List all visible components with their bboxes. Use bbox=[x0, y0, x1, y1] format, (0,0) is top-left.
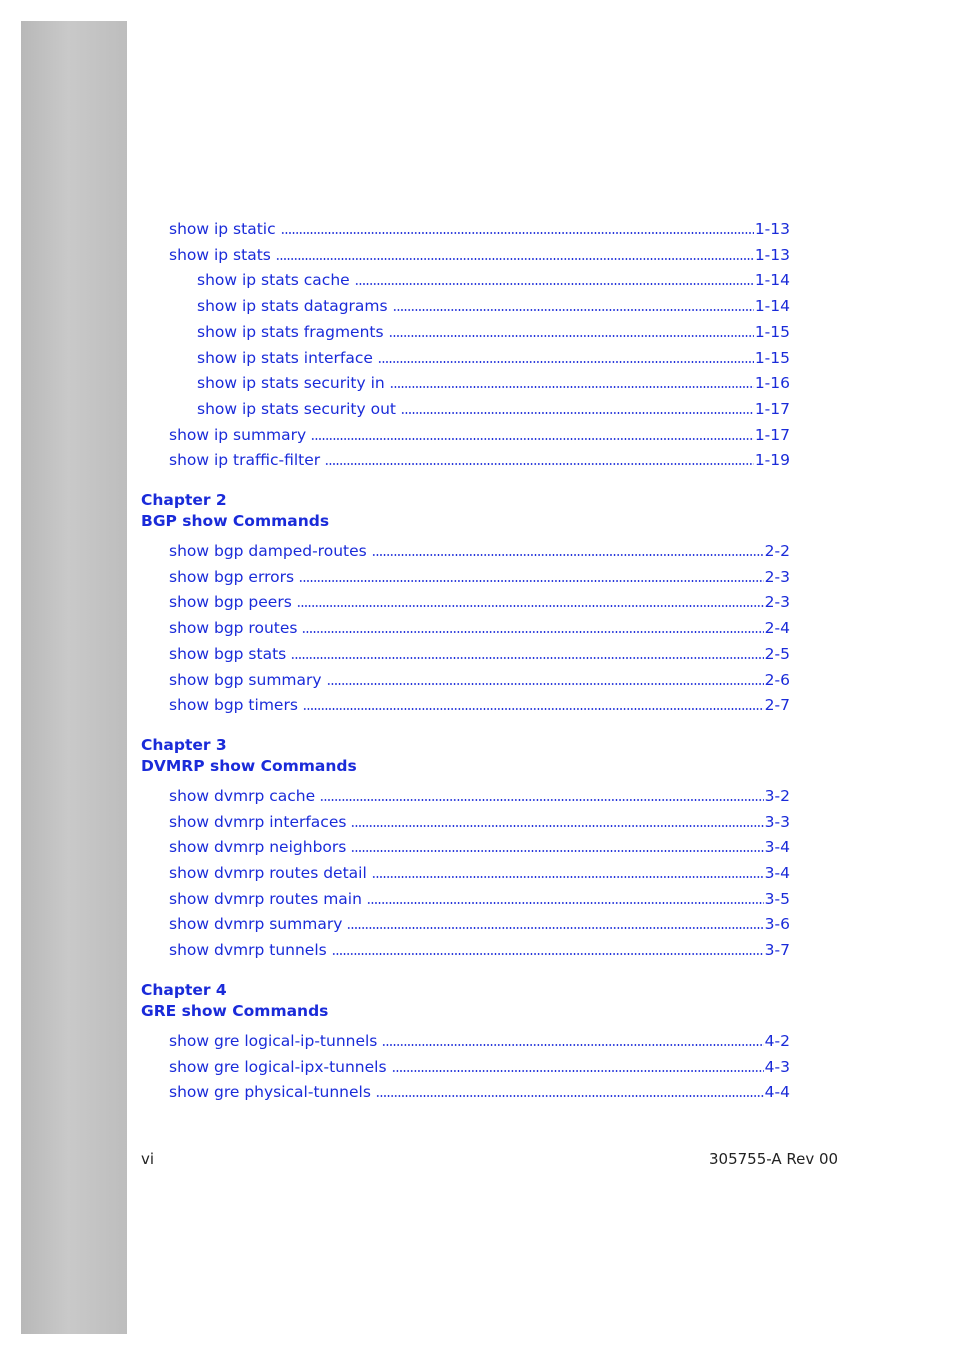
chapter-number[interactable]: Chapter 2 bbox=[141, 491, 227, 509]
toc-entry[interactable] bbox=[169, 591, 790, 613]
toc-entry-page: 1-14 bbox=[754, 297, 790, 316]
toc-entry[interactable] bbox=[169, 862, 790, 884]
footer-document-id: 305755-A Rev 00 bbox=[709, 1150, 839, 1168]
toc-entry[interactable] bbox=[169, 836, 790, 858]
toc-entry-page: 4-3 bbox=[764, 1057, 790, 1076]
toc-entry[interactable] bbox=[169, 811, 790, 833]
toc-entry-page: 2-4 bbox=[764, 619, 790, 638]
toc-entry-page: 1-16 bbox=[754, 374, 790, 393]
toc-entry-label: show ip stats interface bbox=[197, 348, 373, 367]
toc-entry[interactable] bbox=[197, 321, 790, 343]
toc-entry[interactable] bbox=[169, 566, 790, 588]
toc-entry-label: show bgp stats bbox=[169, 644, 287, 663]
dot-leader bbox=[367, 902, 764, 904]
dot-leader bbox=[347, 927, 763, 929]
toc-entry[interactable] bbox=[169, 449, 790, 471]
toc-entry-page: 2-3 bbox=[764, 567, 790, 586]
toc-entry-page: 1-17 bbox=[754, 399, 790, 418]
dot-leader bbox=[303, 708, 764, 710]
toc-entry-label: show bgp errors bbox=[169, 567, 295, 586]
toc-entry-label: show dvmrp cache bbox=[169, 786, 316, 805]
toc-entry-label: show ip stats security in bbox=[197, 374, 385, 393]
toc-entry-label: show ip stats fragments bbox=[197, 322, 384, 341]
dot-leader bbox=[302, 631, 763, 633]
toc-entry-page: 2-3 bbox=[764, 593, 790, 612]
toc-entry[interactable] bbox=[169, 669, 790, 691]
toc-entry-label: show bgp summary bbox=[169, 670, 322, 689]
chapter-title[interactable]: BGP show Commands bbox=[141, 512, 330, 530]
toc-entry-page: 3-7 bbox=[764, 941, 790, 960]
toc-entry-page: 1-14 bbox=[754, 271, 790, 290]
toc-entry-label: show ip stats datagrams bbox=[197, 297, 388, 316]
toc-entry-page: 2-7 bbox=[764, 696, 790, 715]
toc-entry-label: show dvmrp summary bbox=[169, 915, 343, 934]
toc-entry[interactable] bbox=[197, 372, 790, 394]
toc-entry-page: 2-5 bbox=[764, 644, 790, 663]
toc-entry[interactable] bbox=[197, 347, 790, 369]
toc-entry-label: show ip stats security out bbox=[197, 399, 396, 418]
dot-leader bbox=[299, 580, 764, 582]
toc-entry[interactable] bbox=[169, 1056, 790, 1078]
toc-entry-page: 4-4 bbox=[764, 1083, 790, 1102]
chapter-title[interactable]: DVMRP show Commands bbox=[141, 756, 357, 775]
chapter-title[interactable]: GRE show Commands bbox=[141, 1001, 329, 1020]
dot-leader bbox=[393, 309, 754, 311]
toc-entry-label: show ip static bbox=[169, 220, 276, 238]
chapter-number[interactable]: Chapter 4 bbox=[141, 980, 227, 999]
dot-leader bbox=[281, 232, 754, 234]
toc-entry-page: 1-15 bbox=[754, 348, 790, 367]
dot-leader bbox=[376, 1095, 764, 1097]
toc-entry-label: show dvmrp routes main bbox=[169, 889, 362, 908]
toc-entry-page: 3-5 bbox=[764, 889, 790, 908]
toc-entry-label: show ip summary bbox=[169, 425, 307, 444]
dot-leader bbox=[351, 850, 763, 852]
toc-entry[interactable] bbox=[169, 643, 790, 665]
dot-leader bbox=[320, 799, 764, 801]
toc-entry[interactable] bbox=[169, 785, 790, 807]
toc-entry[interactable] bbox=[169, 694, 790, 716]
dot-leader bbox=[372, 876, 764, 878]
toc-entry-label: show ip stats cache bbox=[197, 271, 350, 290]
chapter-number[interactable]: Chapter 3 bbox=[141, 735, 227, 754]
dot-leader bbox=[401, 412, 754, 414]
toc-entry-label: show gre logical-ipx-tunnels bbox=[169, 1057, 387, 1076]
dot-leader bbox=[297, 605, 764, 607]
toc-entry-label: show ip traffic-filter bbox=[169, 451, 321, 470]
toc-entry-page: 1-17 bbox=[754, 425, 790, 444]
toc-entry-page: 4-2 bbox=[764, 1031, 790, 1050]
toc-entry-page: 1-19 bbox=[754, 451, 790, 470]
dot-leader bbox=[351, 825, 763, 827]
toc-entry-label: show gre physical-tunnels bbox=[169, 1083, 371, 1102]
toc-entry[interactable] bbox=[197, 269, 790, 291]
dot-leader bbox=[332, 953, 764, 955]
toc-entry-page: 3-6 bbox=[764, 915, 790, 934]
toc-entry-label: show dvmrp interfaces bbox=[169, 812, 347, 831]
footer-page-number: vi bbox=[141, 1150, 155, 1168]
dot-leader bbox=[311, 438, 754, 440]
toc-entry[interactable] bbox=[169, 540, 790, 562]
dot-leader bbox=[372, 554, 764, 556]
toc-entry[interactable] bbox=[169, 218, 790, 240]
toc-entry[interactable] bbox=[169, 244, 790, 266]
toc-entry-label: show ip stats bbox=[169, 245, 271, 264]
dot-leader bbox=[378, 361, 754, 363]
dot-leader bbox=[291, 657, 763, 659]
dot-leader bbox=[355, 283, 754, 285]
dot-leader bbox=[327, 683, 764, 685]
toc-entry-label: show dvmrp neighbors bbox=[169, 838, 347, 857]
toc-entry-page: 1-13 bbox=[754, 220, 790, 238]
dot-leader bbox=[389, 335, 754, 337]
toc-entry-page: 1-15 bbox=[754, 322, 790, 341]
toc-entry-page: 3-4 bbox=[764, 864, 790, 882]
toc-entry-label: show gre logical-ip-tunnels bbox=[169, 1031, 378, 1050]
toc-entry[interactable] bbox=[169, 617, 790, 639]
dot-leader bbox=[392, 1070, 764, 1072]
dot-leader bbox=[390, 386, 754, 388]
toc-entry[interactable] bbox=[169, 913, 790, 935]
dot-leader bbox=[325, 463, 754, 465]
toc-entry[interactable] bbox=[169, 1081, 790, 1103]
toc-entry[interactable] bbox=[169, 888, 790, 910]
toc-entry-page: 2-2 bbox=[764, 542, 790, 560]
toc-entry-label: show bgp damped-routes bbox=[169, 542, 367, 560]
toc-entry-page: 3-2 bbox=[764, 786, 790, 805]
toc-entry-label: show dvmrp tunnels bbox=[169, 941, 327, 960]
toc-entry-page: 2-6 bbox=[764, 670, 790, 689]
toc-entry-page: 3-3 bbox=[764, 812, 790, 831]
toc-entry[interactable] bbox=[169, 424, 790, 446]
toc-entry-label: show dvmrp routes detail bbox=[169, 864, 367, 882]
toc-entry-page: 1-13 bbox=[754, 245, 790, 264]
toc-entry[interactable] bbox=[169, 1030, 790, 1052]
toc-entry[interactable] bbox=[197, 398, 790, 420]
dot-leader bbox=[382, 1044, 763, 1046]
toc-entry[interactable] bbox=[169, 939, 790, 961]
toc-entry[interactable] bbox=[197, 295, 790, 317]
toc-entry-label: show bgp peers bbox=[169, 593, 292, 612]
toc-entry-label: show bgp routes bbox=[169, 619, 298, 638]
toc-entry-page: 3-4 bbox=[764, 838, 790, 857]
dot-leader bbox=[276, 258, 754, 260]
toc-entry-label: show bgp timers bbox=[169, 696, 298, 715]
